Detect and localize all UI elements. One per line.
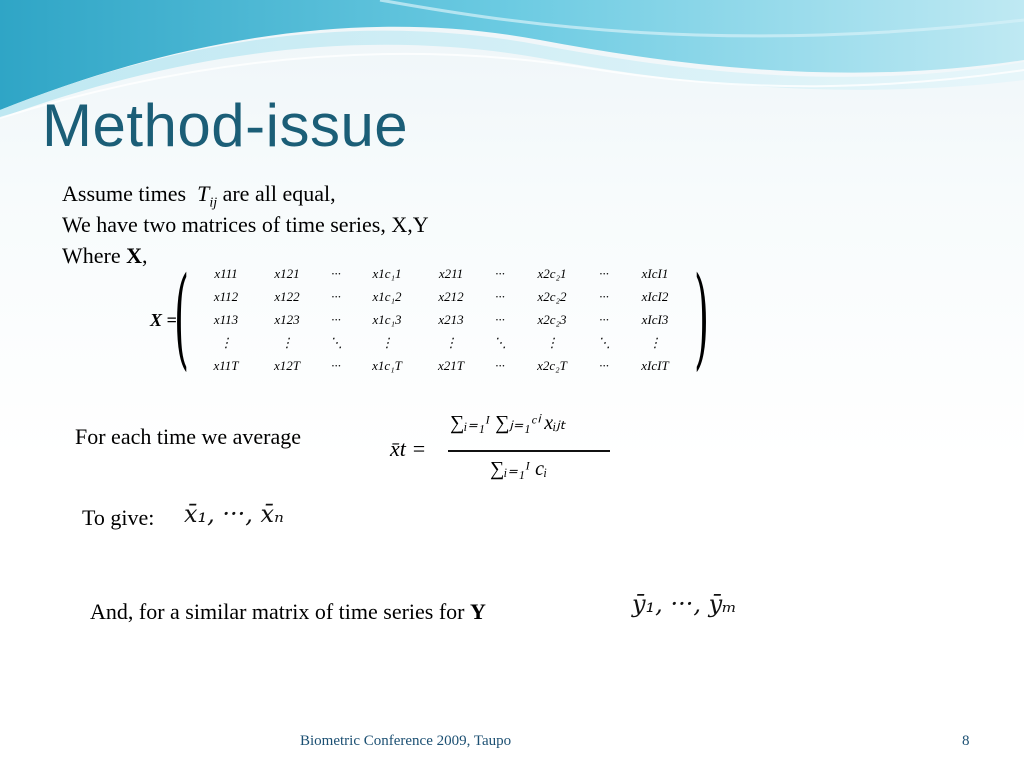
matrix-cell: x1c₁3 bbox=[372, 312, 402, 327]
matrix-cell: x111 bbox=[214, 266, 238, 281]
matrix-cell: x1c₁T bbox=[372, 358, 402, 373]
where-post: , bbox=[142, 243, 148, 268]
similar-expr: ȳ₁, ···, ȳₘ bbox=[632, 590, 737, 618]
matrix-x bbox=[150, 253, 720, 383]
matrix-cell: ⋮ bbox=[444, 335, 458, 350]
matrix-cell: x2c₂2 bbox=[537, 289, 567, 304]
matrix-cell: x113 bbox=[213, 312, 239, 327]
similar-pre: And, for a similar matrix of time series for bbox=[90, 599, 471, 624]
matrix-cell: ··· bbox=[599, 289, 609, 304]
assume-line bbox=[62, 183, 336, 210]
assume-var: T bbox=[197, 181, 210, 206]
matrix-cell: ··· bbox=[599, 312, 609, 327]
average-label: For each time we average bbox=[75, 424, 301, 449]
two-matrices-line: We have two matrices of time series, X,Y bbox=[62, 212, 429, 237]
matrix-cell: ··· bbox=[331, 312, 341, 327]
where-pre: Where bbox=[62, 243, 127, 268]
matrix-cell: x2c₂3 bbox=[537, 312, 567, 327]
average-numerator: ∑ᵢ₌₁ᴵ ∑ⱼ₌₁ᶜⁱ xᵢⱼₜ bbox=[450, 412, 566, 434]
matrix-cell: x122 bbox=[274, 289, 300, 304]
matrix-cell: ⋮ bbox=[545, 335, 559, 350]
matrix-cell: x213 bbox=[438, 312, 464, 327]
to-give-expr: x̄₁, ···, x̄ₙ bbox=[184, 500, 284, 528]
where-bold: X bbox=[126, 243, 143, 268]
assume-pre: Assume times bbox=[62, 181, 187, 206]
matrix-cell: ··· bbox=[495, 358, 505, 373]
average-denominator: ∑ᵢ₌₁ᴵ cᵢ bbox=[490, 458, 548, 480]
matrix-cell: ⋱ bbox=[597, 335, 611, 350]
matrix-cell: x212 bbox=[438, 289, 464, 304]
slide-title: Method-issue bbox=[42, 92, 409, 159]
matrix-cell: ··· bbox=[331, 358, 341, 373]
matrix-left-paren: ( bbox=[173, 253, 189, 381]
matrix-cell: ··· bbox=[495, 289, 505, 304]
to-give-label: To give: bbox=[82, 505, 155, 530]
average-lhs: x̄t = bbox=[390, 436, 427, 461]
matrix-cell: ⋮ bbox=[219, 335, 233, 350]
matrix-grid bbox=[196, 262, 688, 377]
matrix-cell: ··· bbox=[599, 358, 609, 373]
matrix-cell: x2c₂T bbox=[537, 358, 567, 373]
footer-text: Biometric Conference 2009, Taupo bbox=[300, 733, 512, 749]
matrix-cell: x123 bbox=[274, 312, 300, 327]
matrix-cell: xIcI1 bbox=[641, 266, 669, 281]
matrix-cell: x2c₂1 bbox=[537, 266, 567, 281]
matrix-cell: ··· bbox=[599, 266, 609, 281]
matrix-cell: ⋮ bbox=[648, 335, 662, 350]
matrix-cell: x211 bbox=[438, 266, 464, 281]
matrix-cell: xIcI3 bbox=[641, 312, 669, 327]
matrix-cell: x21T bbox=[438, 358, 464, 373]
assume-post: are all equal, bbox=[222, 181, 336, 206]
matrix-cell: xIcIT bbox=[641, 358, 669, 373]
fraction-bar bbox=[448, 450, 610, 452]
matrix-cell: ⋮ bbox=[280, 335, 294, 350]
matrix-cell: x12T bbox=[274, 358, 300, 373]
matrix-cell: ··· bbox=[495, 312, 505, 327]
matrix-cell: ⋮ bbox=[380, 335, 394, 350]
where-line bbox=[62, 245, 148, 267]
matrix-cell: ··· bbox=[495, 266, 505, 281]
matrix-cell: ⋱ bbox=[329, 335, 343, 350]
matrix-lhs: X = bbox=[150, 310, 177, 330]
matrix-cell: x1c₁1 bbox=[372, 266, 402, 281]
similar-line bbox=[90, 601, 486, 623]
matrix-cell: ··· bbox=[331, 289, 341, 304]
matrix-cell: x112 bbox=[213, 289, 239, 304]
average-formula bbox=[390, 410, 620, 490]
assume-sub: ij bbox=[209, 195, 218, 211]
matrix-cell: x1c₁2 bbox=[372, 289, 402, 304]
similar-bold: Y bbox=[470, 599, 486, 624]
matrix-cell: x11T bbox=[213, 358, 239, 373]
matrix-right-paren: ) bbox=[693, 253, 709, 381]
page-number: 8 bbox=[962, 733, 970, 749]
matrix-cell: ⋱ bbox=[493, 335, 507, 350]
matrix-cell: ··· bbox=[331, 266, 341, 281]
matrix-cell: xIcI2 bbox=[641, 289, 669, 304]
matrix-cell: x121 bbox=[274, 266, 300, 281]
